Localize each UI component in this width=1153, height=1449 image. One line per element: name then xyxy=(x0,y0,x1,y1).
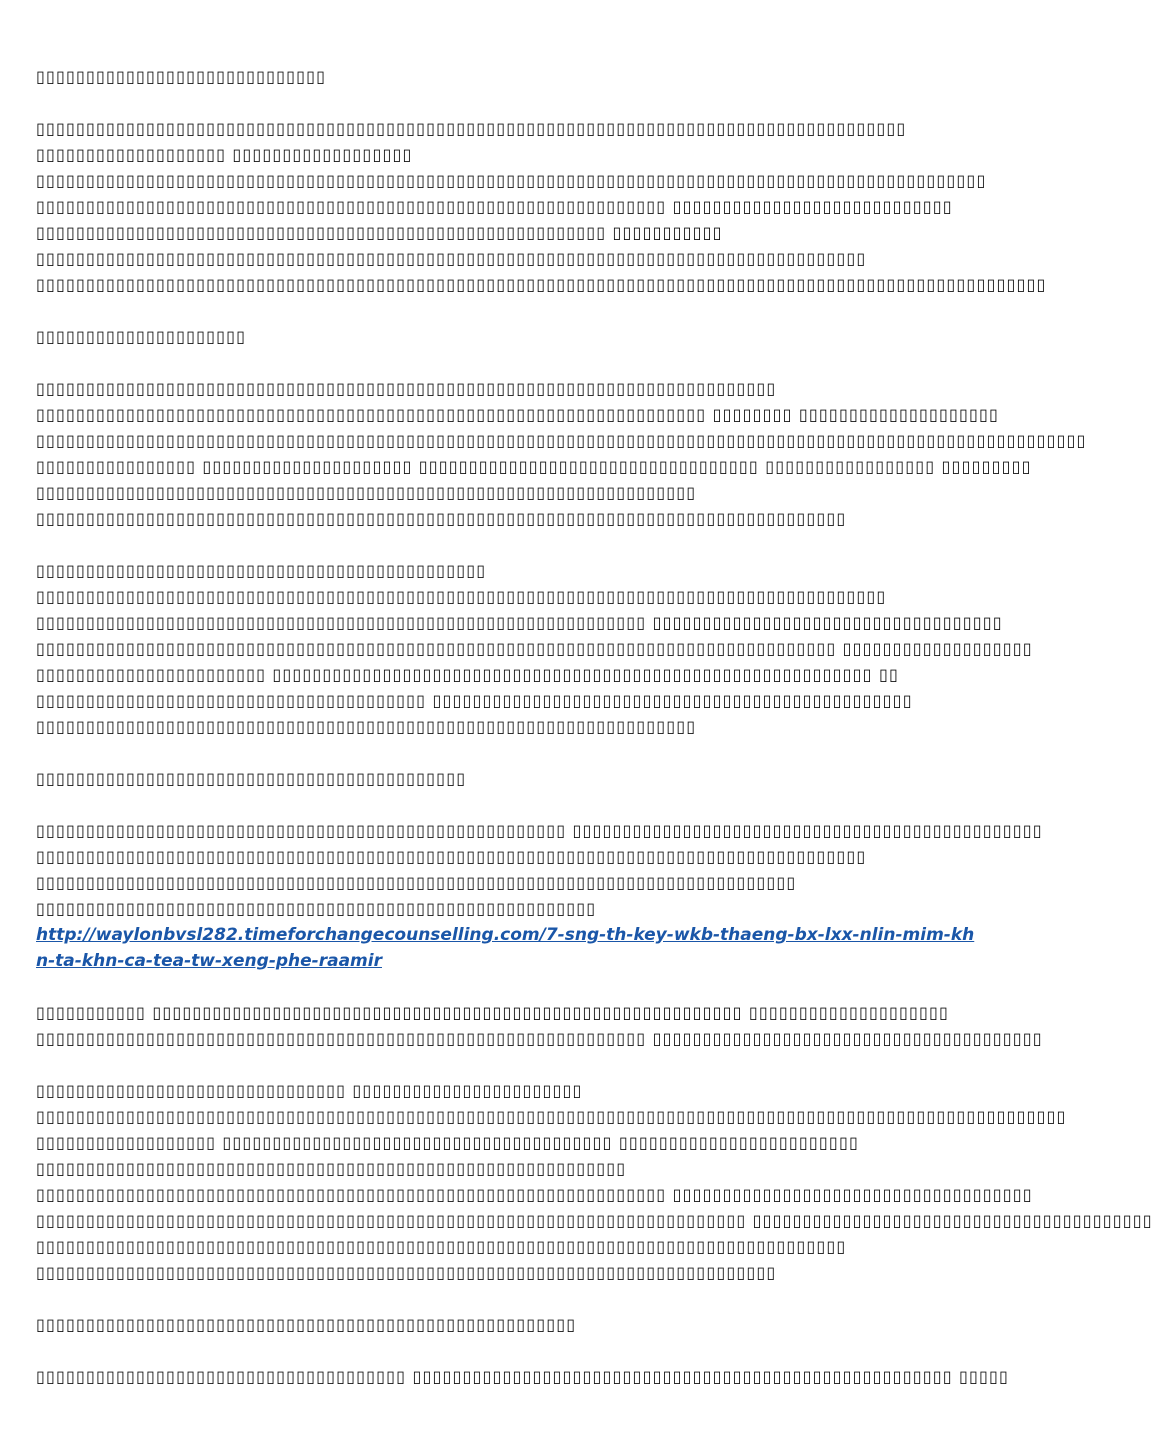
paragraph-line: ▯▯▯▯▯▯▯▯▯▯▯▯▯▯▯▯▯▯▯▯▯▯▯▯▯▯▯▯▯▯▯▯▯▯▯▯▯▯▯▯▯▯▯▯▯▯▯▯▯▯▯▯▯▯▯▯▯▯▯▯▯▯▯▯▯▯▯▯▯▯▯▯▯▯▯▯▯▯▯▯▯▯▯▯▯▯▯▯▯▯▯▯▯▯▯▯▯▯▯▯▯ xyxy=(36,275,1047,294)
paragraph-line: ▯▯▯▯▯▯▯▯▯▯▯▯▯▯▯▯▯▯▯▯▯▯▯▯▯▯▯▯▯▯▯▯▯▯▯▯▯▯▯▯▯▯▯▯▯ xyxy=(36,561,487,580)
paragraph-gap xyxy=(36,974,988,1000)
paragraph-gap xyxy=(36,740,988,766)
paragraph-line: ▯▯▯▯▯▯▯▯▯▯▯▯▯▯▯▯▯▯▯▯▯▯▯▯▯▯▯▯▯▯▯▯▯▯▯▯▯▯▯▯▯▯▯▯▯▯▯▯▯▯▯▯▯▯▯▯▯▯▯▯▯▯▯▯▯▯▯▯▯▯▯▯▯▯▯▯▯▯▯▯▯▯▯ xyxy=(36,249,867,268)
paragraph-gap xyxy=(36,1338,988,1364)
section-heading: ▯▯▯▯▯▯▯▯▯▯▯▯▯▯▯▯▯▯▯▯▯▯▯▯▯▯▯▯▯ xyxy=(36,67,327,86)
paragraph-line: ▯▯▯▯▯▯▯▯▯▯▯▯▯▯▯▯▯▯▯▯▯▯▯▯▯▯▯▯▯▯▯▯▯▯▯▯▯▯▯▯▯▯▯▯▯▯▯▯▯▯▯▯▯▯▯▯▯▯▯▯▯▯▯▯▯▯ xyxy=(36,483,697,502)
section-heading: ▯▯▯▯▯▯▯▯▯▯▯▯▯▯▯▯▯▯▯▯▯▯▯▯▯▯▯▯▯▯▯▯▯▯▯▯▯▯▯▯▯▯▯ xyxy=(36,769,467,788)
section-heading: ▯▯▯▯▯▯▯▯▯▯▯▯▯▯▯▯▯▯▯▯▯ xyxy=(36,327,247,346)
paragraph-line: ▯▯▯▯▯▯▯▯▯▯▯▯▯▯▯▯▯▯▯▯▯▯▯▯▯▯▯▯▯▯▯▯▯▯▯▯▯▯▯▯▯▯▯▯▯▯▯▯▯▯▯▯▯▯▯▯▯▯▯▯▯▯▯▯▯▯▯▯▯▯▯▯▯▯▯▯▯▯▯▯▯ xyxy=(36,509,847,528)
paragraph-line: ▯▯▯▯▯▯▯▯▯▯▯▯▯▯▯▯▯▯▯▯▯▯▯▯▯▯▯▯▯▯▯▯▯▯▯▯▯▯▯▯▯▯▯▯▯▯▯▯▯▯▯▯▯▯▯▯▯▯▯▯▯▯▯▯▯▯▯▯▯▯▯▯▯▯▯▯▯▯▯▯▯▯▯▯▯▯▯▯▯▯▯▯▯▯▯▯▯▯▯▯▯▯▯ xyxy=(36,1107,1067,1126)
paragraph-line: ▯▯▯▯▯▯▯▯▯▯▯▯▯▯▯▯▯▯▯▯▯▯▯▯▯▯▯▯▯▯▯▯▯▯▯▯▯▯▯▯▯▯▯▯▯▯▯▯▯▯▯▯▯▯▯▯ xyxy=(36,899,597,918)
paragraph-line: ▯▯▯▯▯▯▯▯▯▯▯▯▯▯▯▯▯▯▯▯▯▯▯▯▯▯▯▯▯▯▯▯▯▯▯▯▯▯▯▯▯▯▯▯▯▯▯▯▯▯▯▯▯▯▯▯▯▯▯▯▯▯▯▯▯▯▯▯▯▯▯▯▯▯▯▯▯▯▯▯ ▯▯▯▯▯▯▯▯▯▯▯▯▯▯▯▯▯▯▯ xyxy=(36,639,1033,658)
paragraph-line: ▯▯▯▯▯▯▯▯▯▯▯▯▯▯▯▯▯▯▯▯▯▯▯▯▯▯▯▯▯▯▯▯▯▯▯▯▯▯▯▯▯▯▯▯▯▯▯▯▯▯▯▯▯▯▯▯▯▯▯▯▯ ▯▯▯▯▯▯▯▯▯▯▯▯▯▯▯▯▯▯▯▯▯▯▯▯▯▯▯▯▯▯▯▯▯▯▯▯▯▯▯ xyxy=(36,1029,1043,1048)
paragraph-line: ▯▯▯▯▯▯▯▯▯▯▯ ▯▯▯▯▯▯▯▯▯▯▯▯▯▯▯▯▯▯▯▯▯▯▯▯▯▯▯▯▯▯▯▯▯▯▯▯▯▯▯▯▯▯▯▯▯▯▯▯▯▯▯▯▯▯▯▯▯▯▯ ▯▯▯▯▯▯▯▯▯▯▯▯▯▯▯▯▯▯▯▯ xyxy=(36,1003,949,1022)
paragraph-gap xyxy=(36,350,988,376)
paragraph-gap xyxy=(36,1052,988,1078)
paragraph-gap xyxy=(36,90,988,116)
paragraph-line: ▯▯▯▯▯▯▯▯▯▯▯▯▯▯▯▯▯▯ ▯▯▯▯▯▯▯▯▯▯▯▯▯▯▯▯▯▯▯▯▯▯▯▯▯▯▯▯▯▯▯▯▯▯▯▯▯▯▯ ▯▯▯▯▯▯▯▯▯▯▯▯▯▯▯▯▯▯▯▯▯▯▯▯ xyxy=(36,1133,859,1152)
paragraph-line: ▯▯▯▯▯▯▯▯▯▯▯▯▯▯▯▯▯▯▯▯▯▯▯▯▯▯▯▯▯▯▯▯▯▯▯▯▯▯▯▯▯▯▯▯▯▯▯▯▯▯▯▯▯▯▯▯▯▯▯▯▯▯▯▯▯▯ xyxy=(36,717,697,736)
paragraph-line: ▯▯▯▯▯▯▯▯▯▯▯▯▯▯▯▯ ▯▯▯▯▯▯▯▯▯▯▯▯▯▯▯▯▯▯▯▯▯ ▯▯▯▯▯▯▯▯▯▯▯▯▯▯▯▯▯▯▯▯▯▯▯▯▯▯▯▯▯▯▯▯▯▯ ▯▯▯▯▯▯▯▯▯▯▯▯▯▯▯▯▯ ▯▯▯▯▯▯▯▯▯ xyxy=(36,457,1032,476)
paragraph-gap xyxy=(36,1286,988,1312)
paragraph-gap xyxy=(36,298,988,324)
paragraph-line: ▯▯▯▯▯▯▯▯▯▯▯▯▯▯▯▯▯▯▯▯▯▯▯▯▯▯▯▯▯▯▯▯▯▯▯▯▯▯▯▯▯▯▯▯▯▯▯▯▯▯▯▯▯▯▯▯▯▯▯▯▯▯▯▯▯▯▯▯▯▯▯▯▯▯ xyxy=(36,1263,777,1282)
paragraph-line: ▯▯▯▯▯▯▯▯▯▯▯▯▯▯▯▯▯▯▯▯▯▯▯▯▯▯▯▯▯▯▯▯▯▯▯▯▯▯▯▯▯▯▯▯▯▯▯▯▯▯▯▯▯▯▯▯▯▯▯▯▯▯▯ ▯▯▯▯▯▯▯▯▯▯▯▯▯▯▯▯▯▯▯▯▯▯▯▯▯▯▯▯▯▯▯▯▯▯▯▯ xyxy=(36,1185,1033,1204)
paragraph-line: ▯▯▯▯▯▯▯▯▯▯▯▯▯▯▯▯▯▯▯▯▯▯▯▯▯▯▯▯▯▯▯▯▯▯▯▯▯▯▯▯▯▯▯▯▯▯▯▯▯▯▯▯▯▯▯▯▯▯▯▯▯▯▯▯▯▯▯▯▯▯▯▯▯▯▯▯▯▯▯▯▯▯▯▯▯▯▯▯▯▯▯▯▯▯▯▯▯▯▯▯▯▯▯▯▯ xyxy=(36,431,1087,450)
section-heading: ▯▯▯▯▯▯▯▯▯▯▯▯▯▯▯▯▯▯▯▯▯▯▯▯▯▯▯▯▯▯▯▯▯▯▯▯▯▯▯▯▯▯▯▯▯▯▯▯▯▯▯▯▯▯ xyxy=(36,1315,577,1334)
paragraph-line: ▯▯▯▯▯▯▯▯▯▯▯▯▯▯▯▯▯▯▯▯▯▯▯▯▯▯▯▯▯▯▯▯▯▯▯▯▯▯▯ ▯▯▯▯▯▯▯▯▯▯▯▯▯▯▯▯▯▯▯▯▯▯▯▯▯▯▯▯▯▯▯▯▯▯▯▯▯▯▯▯▯▯▯▯▯▯▯▯ xyxy=(36,691,913,710)
paragraph-line: ▯▯▯▯▯▯▯▯▯▯▯▯▯▯▯▯▯▯▯▯▯▯▯▯▯▯▯▯▯▯▯▯▯▯▯▯▯▯▯▯▯▯▯▯▯▯▯▯▯▯▯▯▯▯▯▯▯▯▯▯▯▯▯▯▯▯▯▯▯▯▯▯▯▯▯▯ xyxy=(36,873,797,892)
paragraph-line: ▯▯▯▯▯▯▯▯▯▯▯▯▯▯▯▯▯▯▯▯▯▯▯▯▯▯▯▯▯▯▯ ▯▯▯▯▯▯▯▯▯▯▯▯▯▯▯▯▯▯▯▯▯▯▯ xyxy=(36,1081,583,1100)
paragraph-line: ▯▯▯▯▯▯▯▯▯▯▯▯▯▯▯▯▯▯▯▯▯▯▯▯▯▯▯▯▯▯▯▯▯▯▯▯▯▯▯▯▯▯▯▯▯▯▯▯▯▯▯▯▯▯▯▯▯▯▯▯▯ ▯▯▯▯▯▯▯▯▯▯▯▯▯▯▯▯▯▯▯▯▯▯▯▯▯▯▯▯▯▯▯▯▯▯▯ xyxy=(36,613,1003,632)
paragraph-line: ▯▯▯▯▯▯▯▯▯▯▯▯▯▯▯▯▯▯▯▯▯▯▯▯▯▯▯▯▯▯▯▯▯▯▯▯▯ ▯▯▯▯▯▯▯▯▯▯▯▯▯▯▯▯▯▯▯▯▯▯▯▯▯▯▯▯▯▯▯▯▯▯▯▯▯▯▯▯▯▯▯▯▯▯▯▯▯▯▯▯▯▯ ▯▯▯▯▯ xyxy=(36,1367,1010,1386)
paragraph-line: ▯▯▯▯▯▯▯▯▯▯▯▯▯▯▯▯▯▯▯▯▯▯▯▯▯▯▯▯▯▯▯▯▯▯▯▯▯▯▯▯▯▯▯▯▯▯▯▯▯▯▯▯▯▯▯▯▯ ▯▯▯▯▯▯▯▯▯▯▯ xyxy=(36,223,723,242)
external-link[interactable]: http://waylonbvsl282.timeforchangecounselling.com/7-sng-th-key-wkb-thaeng-bx-lxx-nlin-mim-khn-ta-khn-ca-tea-tw-xeng-phe-raamir xyxy=(36,925,975,971)
paragraph-line: ▯▯▯▯▯▯▯▯▯▯▯▯▯▯▯▯▯▯▯▯▯▯▯▯▯▯▯▯▯▯▯▯▯▯▯▯▯▯▯▯▯▯▯▯▯▯▯▯▯▯▯▯▯▯▯▯▯▯▯▯▯▯▯▯▯▯▯▯▯▯▯▯▯▯▯▯▯▯▯▯▯▯▯▯▯▯▯ xyxy=(36,119,907,138)
paragraph-line: ▯▯▯▯▯▯▯▯▯▯▯▯▯▯▯▯▯▯▯ ▯▯▯▯▯▯▯▯▯▯▯▯▯▯▯▯▯▯ xyxy=(36,145,413,164)
paragraph-line: ▯▯▯▯▯▯▯▯▯▯▯▯▯▯▯▯▯▯▯▯▯▯▯▯▯▯▯▯▯▯▯▯▯▯▯▯▯▯▯▯▯▯▯▯▯▯▯▯▯▯▯▯▯▯▯▯▯▯▯▯▯▯▯▯▯▯▯▯▯▯▯▯▯▯ xyxy=(36,379,777,398)
paragraph-line: ▯▯▯▯▯▯▯▯▯▯▯▯▯▯▯▯▯▯▯▯▯▯▯▯▯▯▯▯▯▯▯▯▯▯▯▯▯▯▯▯▯▯▯▯▯▯▯▯▯▯▯▯▯▯▯▯▯▯▯▯▯▯▯▯▯▯▯▯▯▯▯▯▯▯▯▯▯▯▯▯▯ xyxy=(36,1237,847,1256)
paragraph-line: ▯▯▯▯▯▯▯▯▯▯▯▯▯▯▯▯▯▯▯▯▯▯▯▯▯▯▯▯▯▯▯▯▯▯▯▯▯▯▯▯▯▯▯▯▯▯▯▯▯▯▯▯▯▯▯▯▯▯▯ xyxy=(36,1159,627,1178)
paragraph-line: ▯▯▯▯▯▯▯▯▯▯▯▯▯▯▯▯▯▯▯▯▯▯▯▯▯▯▯▯▯▯▯▯▯▯▯▯▯▯▯▯▯▯▯▯▯▯▯▯▯▯▯▯▯▯▯▯▯▯▯▯▯▯▯▯▯▯▯▯▯▯▯▯▯▯▯▯▯▯▯▯▯▯▯▯▯ xyxy=(36,587,887,606)
paragraph-line: ▯▯▯▯▯▯▯▯▯▯▯▯▯▯▯▯▯▯▯▯▯▯▯ ▯▯▯▯▯▯▯▯▯▯▯▯▯▯▯▯▯▯▯▯▯▯▯▯▯▯▯▯▯▯▯▯▯▯▯▯▯▯▯▯▯▯▯▯▯▯▯▯▯▯▯▯▯▯▯▯▯▯▯▯ ▯▯ xyxy=(36,665,899,684)
paragraph-gap xyxy=(36,792,988,818)
paragraph-line: ▯▯▯▯▯▯▯▯▯▯▯▯▯▯▯▯▯▯▯▯▯▯▯▯▯▯▯▯▯▯▯▯▯▯▯▯▯▯▯▯▯▯▯▯▯▯▯▯▯▯▯▯▯▯▯▯▯▯▯▯▯▯▯▯▯▯▯▯▯▯▯ ▯▯▯▯▯▯▯▯▯▯▯▯▯▯▯▯▯▯▯▯▯▯▯▯▯▯▯▯▯▯▯▯▯▯▯▯▯▯▯▯ xyxy=(36,1211,1153,1230)
paragraph-line: ▯▯▯▯▯▯▯▯▯▯▯▯▯▯▯▯▯▯▯▯▯▯▯▯▯▯▯▯▯▯▯▯▯▯▯▯▯▯▯▯▯▯▯▯▯▯▯▯▯▯▯▯▯ ▯▯▯▯▯▯▯▯▯▯▯▯▯▯▯▯▯▯▯▯▯▯▯▯▯▯▯▯▯▯▯▯▯▯▯▯▯▯▯▯▯▯▯▯▯▯▯ xyxy=(36,821,1043,840)
paragraph-line: ▯▯▯▯▯▯▯▯▯▯▯▯▯▯▯▯▯▯▯▯▯▯▯▯▯▯▯▯▯▯▯▯▯▯▯▯▯▯▯▯▯▯▯▯▯▯▯▯▯▯▯▯▯▯▯▯▯▯▯▯▯▯▯▯▯▯▯ ▯▯▯▯▯▯▯▯ ▯▯▯▯▯▯▯▯▯▯▯▯▯▯▯▯▯▯▯▯ xyxy=(36,405,1000,424)
paragraph-line: ▯▯▯▯▯▯▯▯▯▯▯▯▯▯▯▯▯▯▯▯▯▯▯▯▯▯▯▯▯▯▯▯▯▯▯▯▯▯▯▯▯▯▯▯▯▯▯▯▯▯▯▯▯▯▯▯▯▯▯▯▯▯▯▯▯▯▯▯▯▯▯▯▯▯▯▯▯▯▯▯▯▯▯ xyxy=(36,847,867,866)
paragraph-line: ▯▯▯▯▯▯▯▯▯▯▯▯▯▯▯▯▯▯▯▯▯▯▯▯▯▯▯▯▯▯▯▯▯▯▯▯▯▯▯▯▯▯▯▯▯▯▯▯▯▯▯▯▯▯▯▯▯▯▯▯▯▯▯▯▯▯▯▯▯▯▯▯▯▯▯▯▯▯▯▯▯▯▯▯▯▯▯▯▯▯▯▯▯▯▯ xyxy=(36,171,987,190)
paragraph-gap xyxy=(36,532,988,558)
paragraph-line: ▯▯▯▯▯▯▯▯▯▯▯▯▯▯▯▯▯▯▯▯▯▯▯▯▯▯▯▯▯▯▯▯▯▯▯▯▯▯▯▯▯▯▯▯▯▯▯▯▯▯▯▯▯▯▯▯▯▯▯▯▯▯▯ ▯▯▯▯▯▯▯▯▯▯▯▯▯▯▯▯▯▯▯▯▯▯▯▯▯▯▯▯ xyxy=(36,197,953,216)
